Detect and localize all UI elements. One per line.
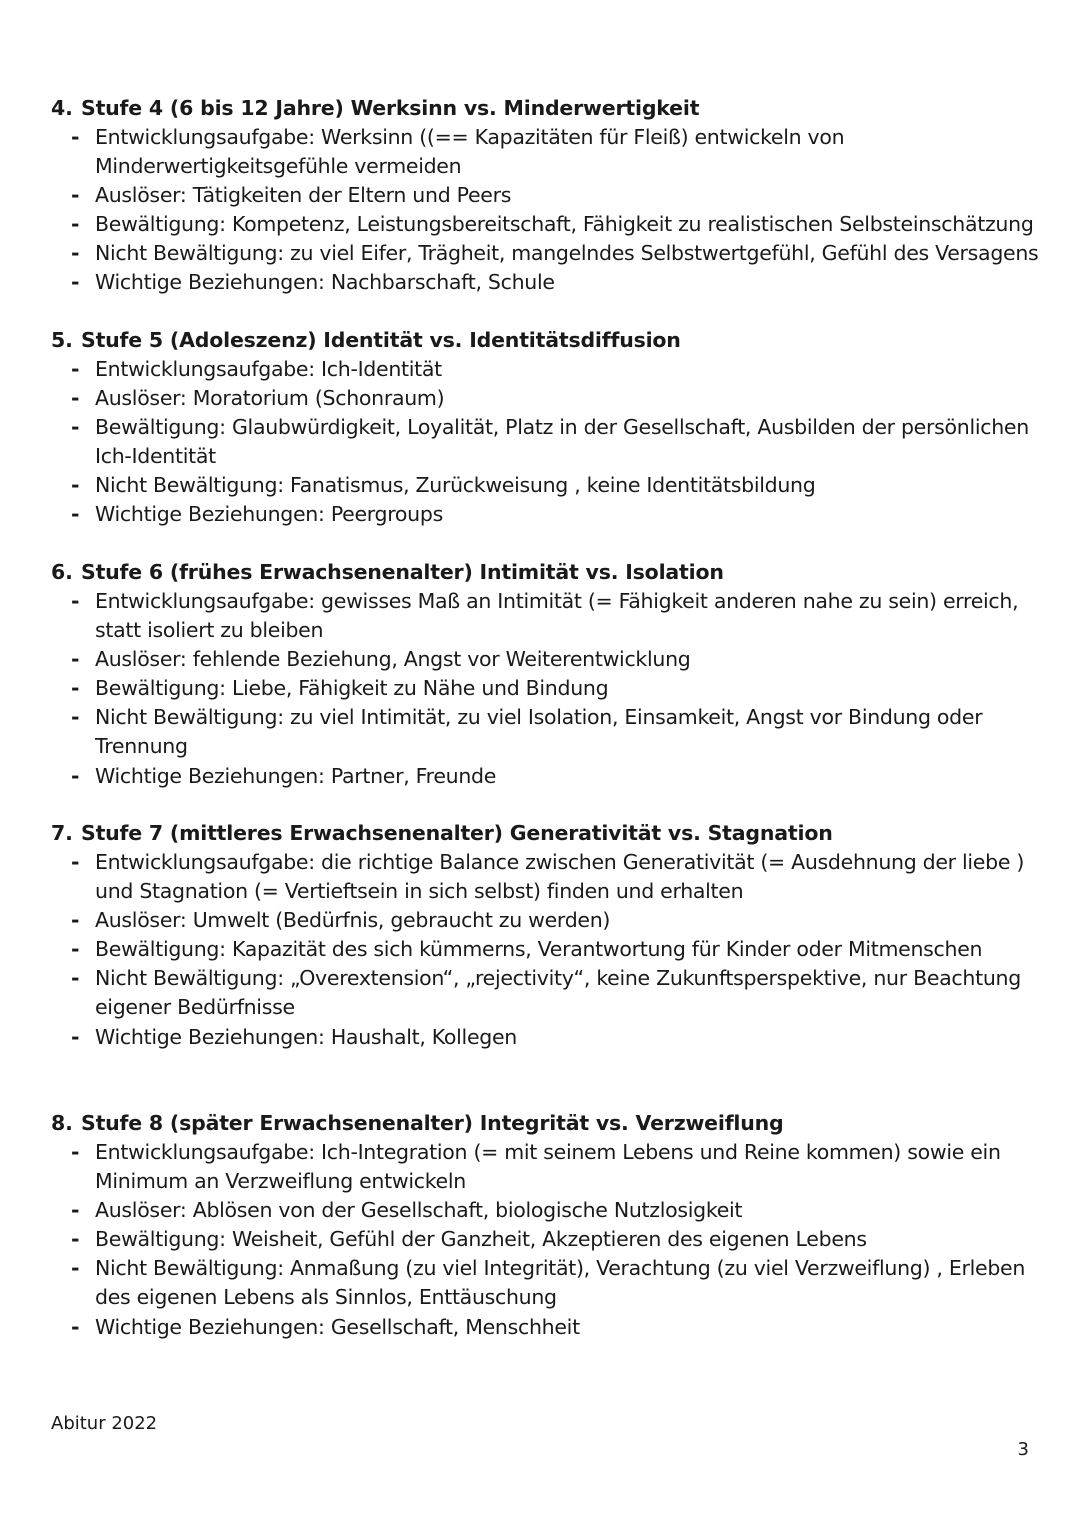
dash-bullet: -: [71, 908, 80, 933]
dash-bullet: -: [71, 966, 80, 991]
section-title: Stufe 7 (mittleres Erwachsenenalter) Generativität vs. Stagnation: [81, 821, 833, 845]
list-item: - Entwicklungsaufgabe: Ich-Identität: [51, 355, 1041, 384]
section-heading: [51, 326, 1041, 355]
dash-bullet: -: [71, 212, 80, 237]
bullet-list: [51, 355, 1041, 530]
bullet-list: [51, 123, 1041, 298]
dash-bullet: -: [71, 937, 80, 962]
dash-bullet: -: [71, 1198, 80, 1223]
list-item: - Nicht Bewältigung: zu viel Intimität, zu viel Isolation, Einsamkeit, Angst vor Bindung oder Trennung: [51, 703, 1041, 761]
bullet-list: [51, 848, 1041, 1052]
section-title: Stufe 6 (frühes Erwachsenenalter) Intimität vs. Isolation: [81, 560, 724, 584]
list-item: - Bewältigung: Glaubwürdigkeit, Loyalität, Platz in der Gesellschaft, Ausbilden der persönlichen Ich-Identität: [51, 413, 1041, 471]
section-stufe-8: [51, 1109, 1041, 1342]
dash-bullet: -: [71, 270, 80, 295]
list-item: - Entwicklungsaufgabe: Werksinn ((== Kapazitäten für Fleiß) entwickeln von Minderwertigkeitsgefühle vermeiden: [51, 123, 1041, 181]
dash-bullet: -: [71, 1024, 80, 1049]
dash-bullet: -: [71, 357, 80, 381]
page-number: 3: [1017, 1439, 1029, 1460]
list-item: - Nicht Bewältigung: zu viel Eifer, Trägheit, mangelndes Selbstwertgefühl, Gefühl des Versagens: [51, 239, 1041, 268]
dash-bullet: -: [71, 705, 80, 730]
list-item: - Wichtige Beziehungen: Gesellschaft, Menschheit: [51, 1313, 1041, 1342]
list-item: - Bewältigung: Liebe, Fähigkeit zu Nähe und Bindung: [51, 674, 1041, 703]
section-stufe-7: [51, 819, 1041, 1052]
list-item: - Nicht Bewältigung: Anmaßung (zu viel Integrität), Verachtung (zu viel Verzweiflung) , Erleben des eigenen Lebens als Sinnlos, Enttäuschung: [51, 1254, 1041, 1312]
list-item: - Bewältigung: Kompetenz, Leistungsbereitschaft, Fähigkeit zu realistischen Selbsteinschätzung: [51, 210, 1041, 239]
list-item: - Nicht Bewältigung: „Overextension“, „rejectivity“, keine Zukunftsperspektive, nur Beachtung eigener Bedürfnisse: [51, 964, 1041, 1022]
list-item: - Bewältigung: Weisheit, Gefühl der Ganzheit, Akzeptieren des eigenen Lebens: [51, 1225, 1041, 1254]
dash-bullet: -: [71, 676, 80, 701]
section-stufe-4: [51, 94, 1041, 298]
bullet-list: [51, 1138, 1041, 1342]
bullet-list: [51, 587, 1041, 791]
dash-bullet: -: [71, 183, 80, 208]
section-number: 6.: [51, 560, 73, 584]
section-heading: [51, 1109, 1041, 1138]
section-heading: [51, 819, 1041, 848]
dash-bullet: -: [71, 125, 80, 149]
list-item: - Entwicklungsaufgabe: die richtige Balance zwischen Generativität (= Ausdehnung der liebe ) und Stagnation (= Vertieftsein in sich selbst) finden und erhalten: [51, 848, 1041, 906]
dash-bullet: -: [71, 647, 80, 672]
dash-bullet: -: [71, 1314, 80, 1339]
list-item: - Auslöser: Tätigkeiten der Eltern und Peers: [51, 181, 1041, 210]
list-item: - Entwicklungsaufgabe: Ich-Integration (= mit seinem Lebens und Reine kommen) sowie ein Minimum an Verzweiflung entwickeln: [51, 1138, 1041, 1196]
dash-bullet: -: [71, 386, 80, 411]
list-item: - Wichtige Beziehungen: Nachbarschaft, Schule: [51, 268, 1041, 297]
list-item: - Nicht Bewältigung: Fanatismus, Zurückweisung , keine Identitätsbildung: [51, 471, 1041, 500]
section-number: 8.: [51, 1111, 73, 1135]
list-item: - Wichtige Beziehungen: Peergroups: [51, 500, 1041, 529]
list-item: - Auslöser: fehlende Beziehung, Angst vor Weiterentwicklung: [51, 645, 1041, 674]
dash-bullet: -: [71, 241, 80, 266]
section-title: Stufe 4 (6 bis 12 Jahre) Werksinn vs. Minderwertigkeit: [81, 96, 700, 120]
list-item: - Wichtige Beziehungen: Haushalt, Kollegen: [51, 1023, 1041, 1052]
dash-bullet: -: [71, 850, 80, 874]
dash-bullet: -: [71, 415, 80, 440]
section-title: Stufe 8 (später Erwachsenenalter) Integrität vs. Verzweiflung: [81, 1111, 784, 1135]
section-heading: [51, 94, 1041, 123]
footer-label: Abitur 2022: [51, 1413, 158, 1434]
dash-bullet: -: [71, 1140, 80, 1164]
dash-bullet: -: [71, 589, 80, 613]
section-number: 7.: [51, 821, 73, 845]
section-number: 4.: [51, 96, 73, 120]
dash-bullet: -: [71, 502, 80, 527]
list-item: - Wichtige Beziehungen: Partner, Freunde: [51, 762, 1041, 791]
section-stufe-6: [51, 558, 1041, 791]
section-number: 5.: [51, 328, 73, 352]
list-item: - Auslöser: Umwelt (Bedürfnis, gebraucht zu werden): [51, 906, 1041, 935]
section-title: Stufe 5 (Adoleszenz) Identität vs. Identitätsdiffusion: [81, 328, 681, 352]
list-item: - Auslöser: Ablösen von der Gesellschaft, biologische Nutzlosigkeit: [51, 1196, 1041, 1225]
section-stufe-5: [51, 326, 1041, 530]
list-item: - Entwicklungsaufgabe: gewisses Maß an Intimität (= Fähigkeit anderen nahe zu sein) erreich, statt isoliert zu bleiben: [51, 587, 1041, 645]
list-item: - Auslöser: Moratorium (Schonraum): [51, 384, 1041, 413]
dash-bullet: -: [71, 473, 80, 498]
section-heading: [51, 558, 1041, 587]
dash-bullet: -: [71, 763, 80, 788]
dash-bullet: -: [71, 1227, 80, 1252]
list-item: - Bewältigung: Kapazität des sich kümmerns, Verantwortung für Kinder oder Mitmenschen: [51, 935, 1041, 964]
dash-bullet: -: [71, 1256, 80, 1281]
